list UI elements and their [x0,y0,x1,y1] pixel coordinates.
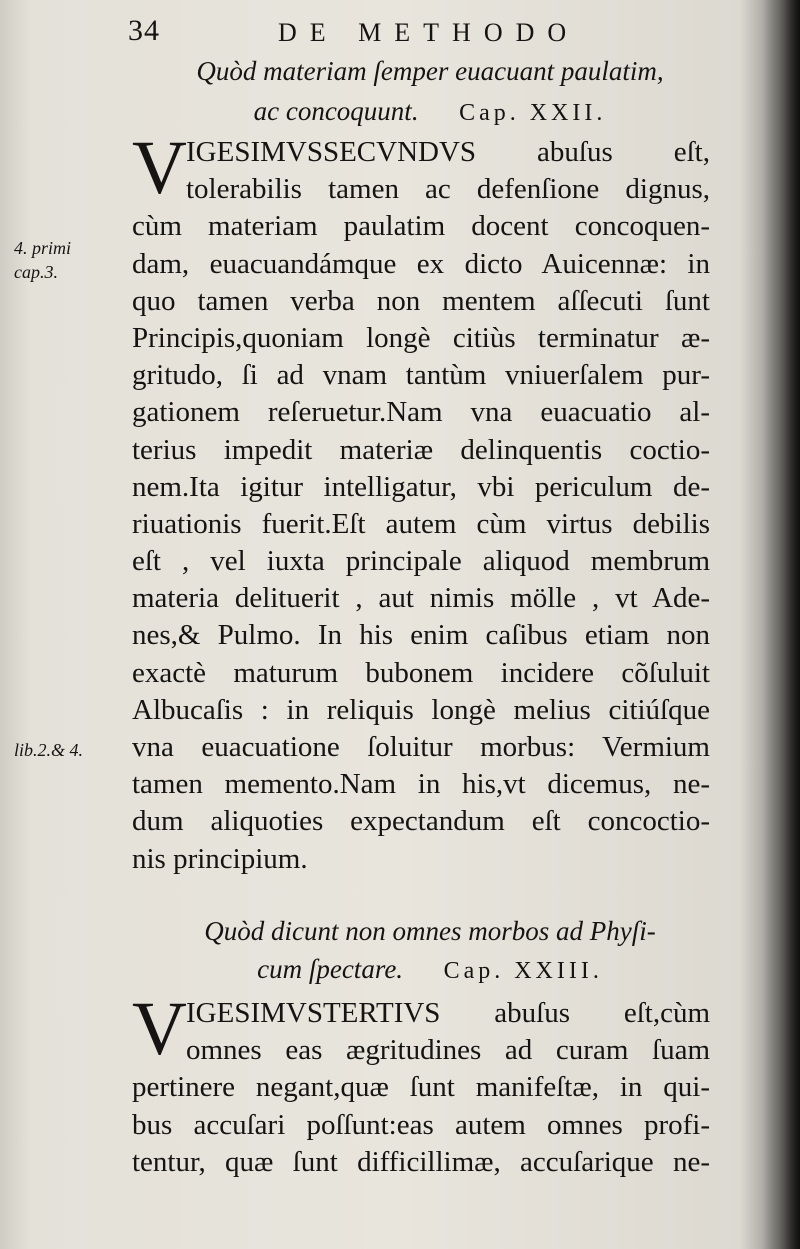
text-line: exactè maturum bubonem incidere cõſuluit [132,656,710,689]
text-line: pertinere negant,quæ ſunt manifeſtæ, in qui- [132,1071,710,1104]
text-line: bus accuſari poſſunt:eas autem omnes profi- [132,1108,710,1141]
text-line: riuationis fuerit.Eſt autem cùm virtus debilis [132,507,710,540]
chapter-22-cap-label: Cap. XXII. [459,100,607,126]
chapter-22-heading-line2 [220,92,640,132]
text-line: gationem reſeruetur.Nam vna euacuatio al- [132,396,710,429]
text-line: omnes eas ægritudines ad curam ſuam [186,1034,710,1067]
running-title: DE METHODO [278,18,580,47]
text-line: quo tamen verba non mentem aſſecuti ſunt [132,284,710,317]
text-line: nem.Ita igitur intelligatur, vbi periculum de- [132,470,710,503]
page-edge-shadow [762,0,800,1249]
margin-note-line: 4. primi [14,238,72,258]
text-line: tamen memento.Nam in his,vt dicemus, ne- [132,768,710,801]
text-line: IGESIMVSSECVNDVS abuſus eſt, [186,136,710,168]
text-line: eſt , vel iuxta principale aliquod membrum [132,545,710,578]
margin-note-citation-1 [14,236,71,284]
text-line: tolerabilis tamen ac defenſione dignus, [186,173,710,206]
text-line: Albucaſis : in reliquis longè melius citiúſque [132,693,710,726]
text-line: dum aliquoties expectandum eſt concoctio- [132,805,710,838]
page-number: 34 [128,14,160,47]
text-line: materia delituerit , aut nimis mölle , vt Ade- [132,582,710,615]
text-line: Principis,quoniam longè citiùs terminatur æ- [132,321,710,354]
running-head [128,14,708,54]
margin-note-citation-2: lib.2.& 4. [14,740,84,760]
chapter-23-heading-line2 [220,950,640,990]
text-line: IGESIMVSTERTIVS abuſus eſt,cùm [186,997,710,1029]
text-line: cùm materiam paulatim docent concoquen- [132,210,710,243]
text-line: nes,& Pulmo. In his enim caſibus etiam non [132,619,710,652]
chapter-23-heading-line1: Quòd dicunt non omnes morbos ad Phyſi- [204,916,656,946]
text-line: dam, euacuandámque ex dicto Auicennæ: in [132,247,710,280]
text-line: terius impedit materiæ delinquentis coctio- [132,433,710,466]
text-line: tentur, quæ ſunt difficillimæ, accuſarique ne- [132,1145,710,1178]
chapter-22-heading-tail: ac concoquunt. [253,96,419,126]
chapter-23-text [132,995,710,1181]
text-line: vna euacuatione ſoluitur morbus: Vermium [132,731,710,763]
text-line: gritudo, ſi ad vnam tantùm vniuerſalem pur- [132,359,710,392]
chapter-23-dropcap: V [132,987,187,1071]
chapter-23-heading-tail: cum ſpectare. [257,954,404,984]
text-line-last: nis principium. [132,842,308,875]
chapter-22-text [132,134,710,878]
chapter-22-dropcap: V [132,126,187,210]
chapter-22-heading-line1: Quòd materiam ſemper euacuant paulatim, [196,56,664,86]
margin-note-line: cap.3. [14,262,58,282]
chapter-23-cap-label: Cap. XXIII. [443,958,603,984]
